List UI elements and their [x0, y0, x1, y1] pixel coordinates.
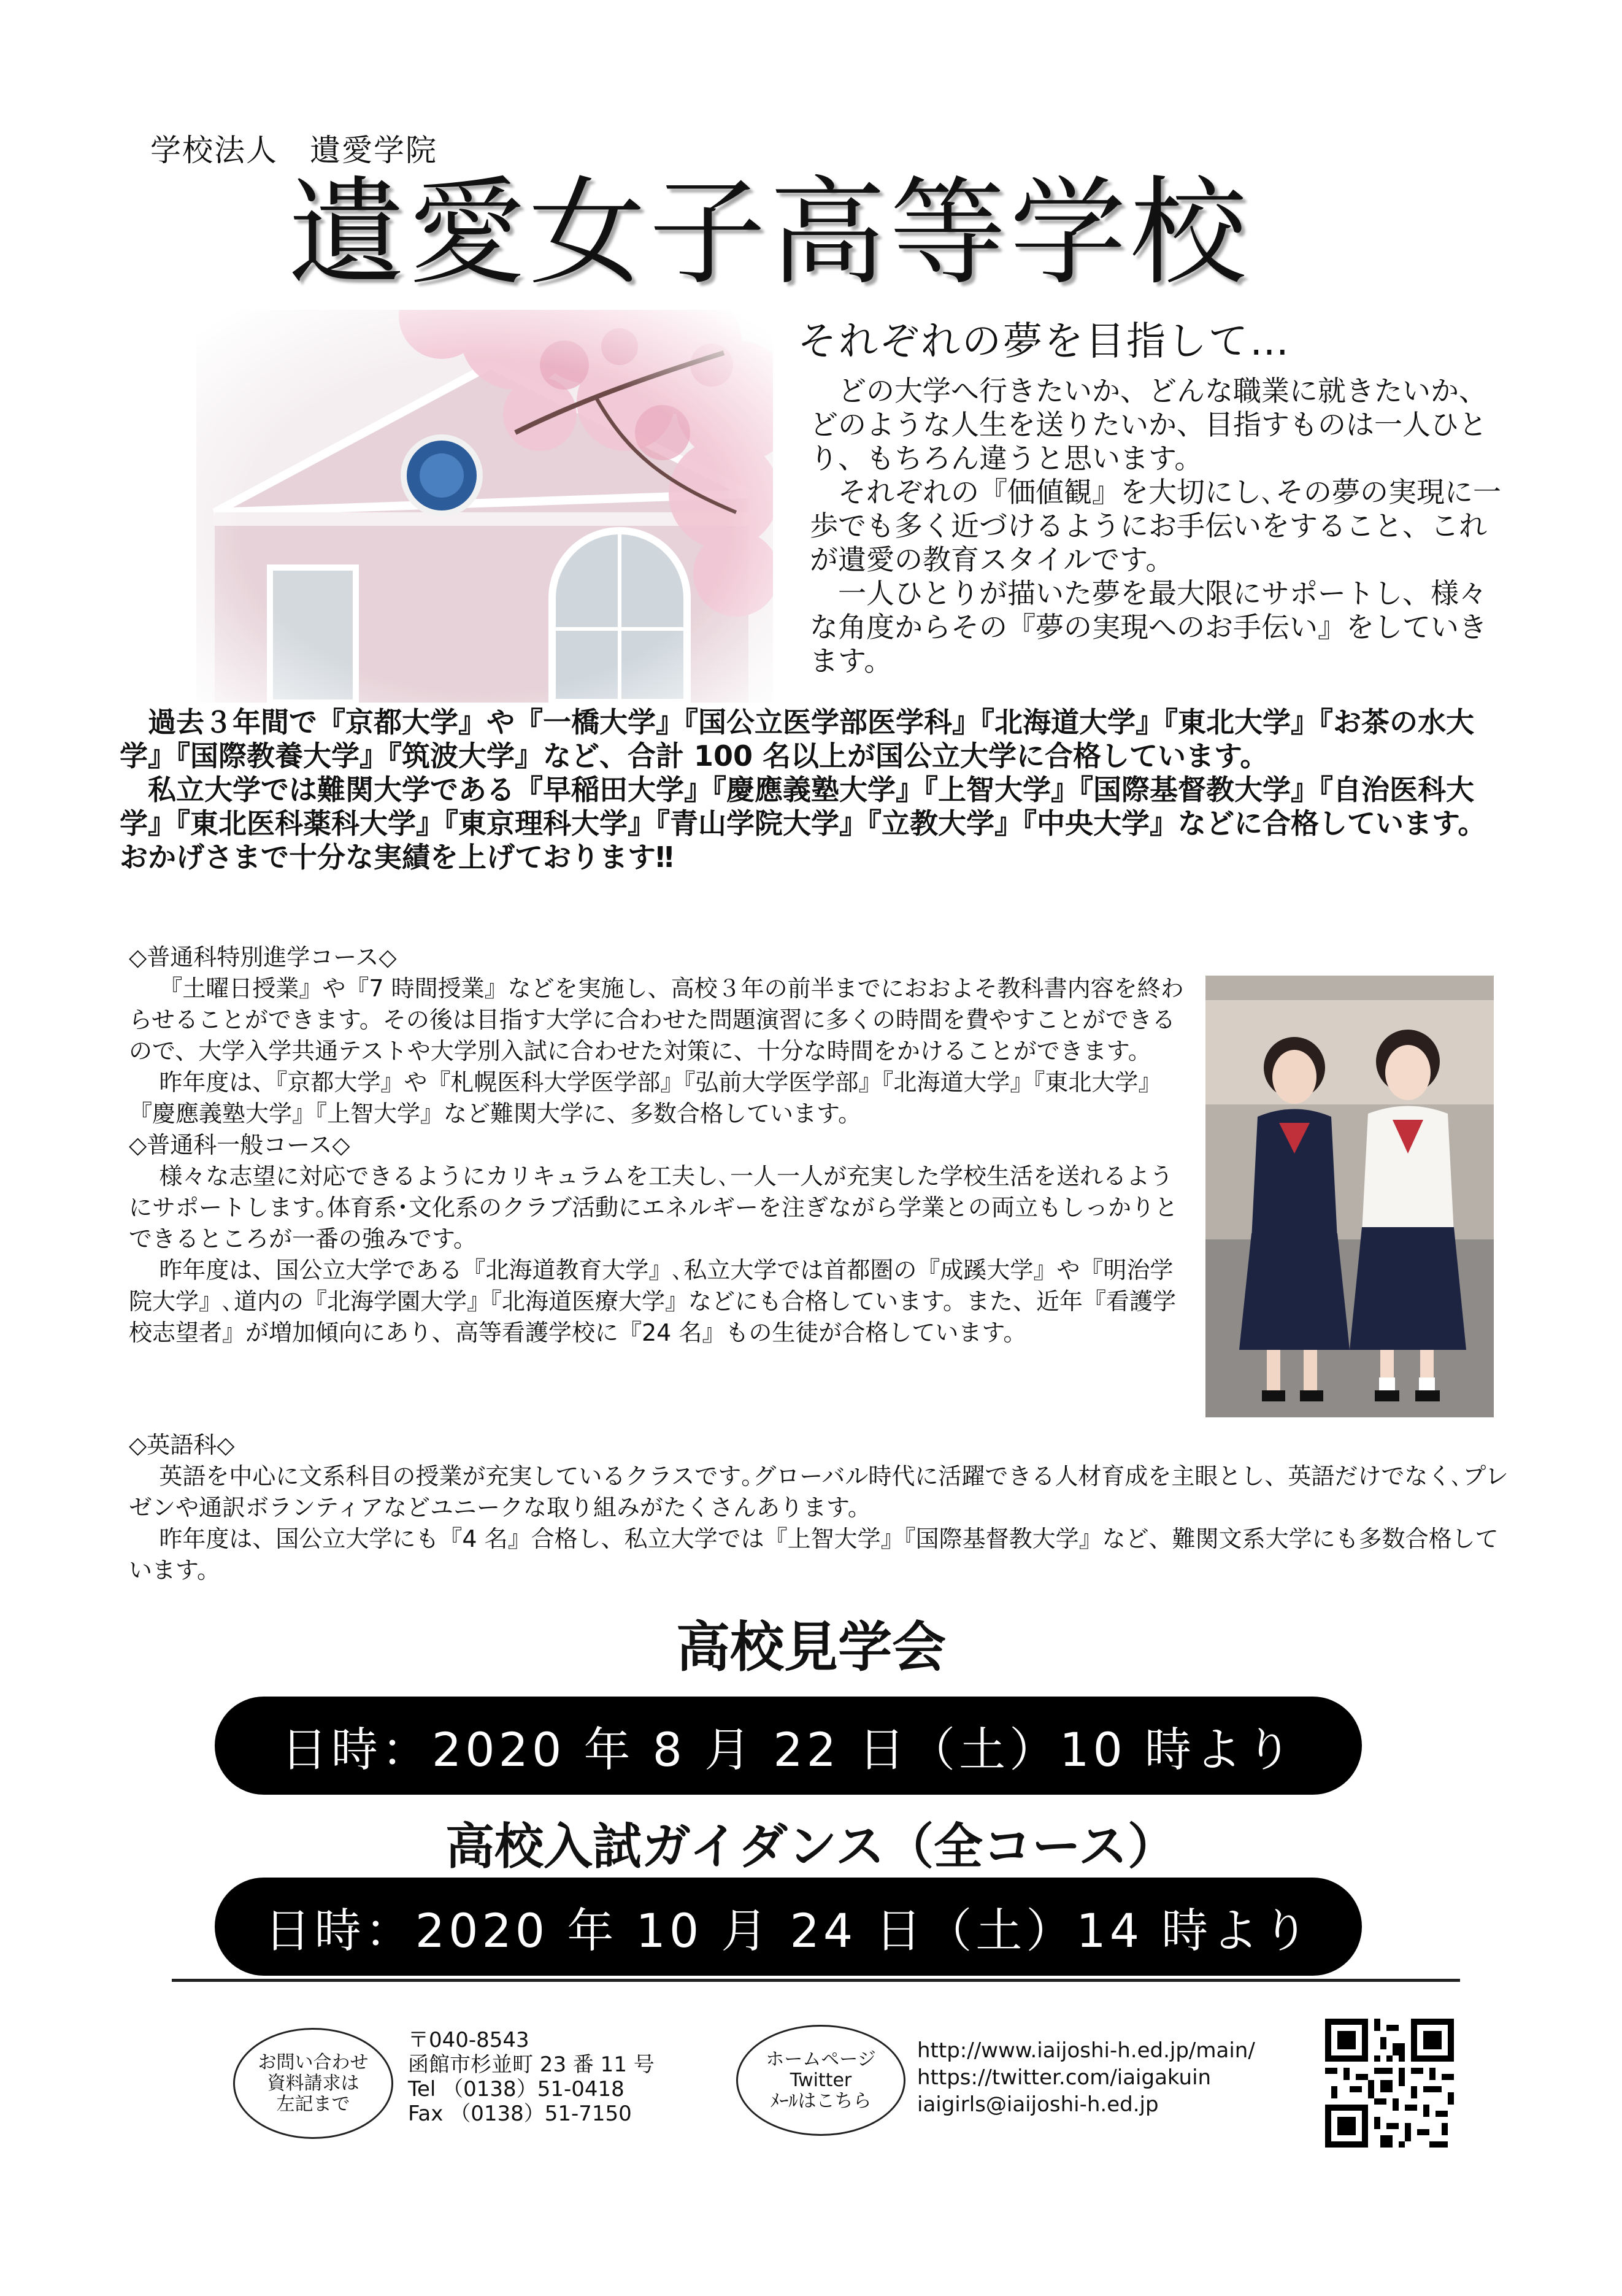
intro-paragraph: 一人ひとりが描いた夢を最大限にサポートし、様々な角度からその『夢の実現へのお手伝い』をしていきます。 — [810, 577, 1487, 677]
contact-oval-line: お問い合わせ — [258, 2051, 369, 2073]
web-oval — [736, 2025, 905, 2136]
course-heading-general: ◇普通科一般コース◇ — [129, 1131, 350, 1158]
open-school-date: 日時：2020 年 8 月 22 日（土）10 時より — [215, 1697, 1362, 1795]
students-photo — [1205, 976, 1494, 1417]
course-paragraph: 『土曜日授業』や『7 時間授業』などを実施し、高校３年の前半までにおおよそ教科書内容を終わらせることができます。その後は目指す大学に合わせた問題演習に多くの時間を費やすことができるので、大学入学共通テストや大学別入試に合わせた対策に、十分な時間をかけることができます。 — [129, 975, 1184, 1065]
web-oval-line: ﾒｰﾙはこちら — [770, 2090, 872, 2112]
postal-code: 〒040-8543 — [408, 2028, 529, 2052]
english-course — [129, 1430, 1509, 1586]
school-building-photo — [196, 310, 773, 703]
homepage-link[interactable]: http://www.iaijoshi-h.ed.jp/main/ — [917, 2038, 1255, 2063]
school-title: 遺愛女子高等学校 — [288, 165, 1251, 301]
contact-links — [917, 2037, 1255, 2118]
street-address: 函館市杉並町 23 番 11 号 — [408, 2052, 655, 2077]
qr-code-icon[interactable] — [1325, 2019, 1454, 2148]
course-paragraph: 様々な志望に対応できるようにカリキュラムを工夫し､一人一人が充実した学校生活を送れるようにサポートします｡体育系･文化系のクラブ活動にエネルギーを注ぎながら学業との両立もしっかりとできるところが一番の強みです。 — [129, 1163, 1178, 1252]
intro-paragraph: どの大学へ行きたいか、どんな職業に就きたいか、どのような人生を送りたいか、目指すものは一人ひとり、もちろん違うと思います。 — [810, 374, 1487, 475]
intro-text — [810, 374, 1503, 678]
fax-number: Fax （0138）51-7150 — [408, 2101, 632, 2126]
school-address — [408, 2028, 655, 2126]
tagline: それぞれの夢を目指して… — [798, 319, 1291, 364]
phone-number: Tel （0138）51-0418 — [408, 2077, 625, 2101]
contact-oval — [233, 2028, 393, 2139]
contact-oval-line: 左記まで — [276, 2093, 350, 2115]
course-heading-english: ◇英語科◇ — [129, 1431, 235, 1458]
course-paragraph: 英語を中心に文系科目の授業が充実しているクラスです｡グローバル時代に活躍できる人材育成を主眼とし、英語だけでなく､プレゼンや通訳ボランティアなどユニークな取り組みがたくさんあります。 — [129, 1463, 1509, 1521]
admission-results — [120, 706, 1512, 874]
contact-oval-line: 資料請求は — [267, 2072, 359, 2094]
web-oval-line: ホームページ — [766, 2048, 876, 2070]
school-corporation-label: 学校法人 遺愛学院 — [150, 133, 437, 168]
intro-paragraph: それぞれの『価値観』を大切にし､その夢の実現に一歩でも多く近づけるようにお手伝いをすること、これが遺愛の教育スタイルです。 — [810, 476, 1501, 576]
guidance-title: 高校入試ガイダンス（全コース） — [445, 1818, 1177, 1875]
course-paragraph: 昨年度は、国公立大学にも『4 名』合格し、私立大学では『上智大学』『国際基督教大学』など、難関文系大学にも多数合格しています。 — [129, 1525, 1499, 1584]
course-paragraph: 昨年度は、『京都大学』や『札幌医科大学医学部』『弘前大学医学部』『北海道大学』『東北大学』『慶應義塾大学』『上智大学』など難関大学に、多数合格しています。 — [129, 1069, 1162, 1127]
results-national: 過去３年間で『京都大学』や『一橋大学』『国公立医学部医学科』『北海道大学』『東北大学』『お茶の水大学』『国際教養大学』『筑波大学』など、合計 100 名以上が国公立大学に合格しています。 — [120, 706, 1474, 772]
web-oval-line: Twitter — [790, 2069, 852, 2091]
guidance-date: 日時：2020 年 10 月 24 日（土）14 時より — [215, 1878, 1362, 1976]
open-school-title: 高校見学会 — [675, 1616, 946, 1679]
footer-divider — [172, 1979, 1460, 1982]
results-private: 私立大学では難関大学である『早稲田大学』『慶應義塾大学』『上智大学』『国際基督教大学』『自治医科大学』『東北医科薬科大学』『東京理科大学』『青山学院大学』『立教大学』『中央大学』などに合格しています。おかげさまで十分な実績を上げております‼ — [120, 773, 1486, 874]
twitter-link[interactable]: https://twitter.com/iaigakuin — [917, 2065, 1212, 2090]
email-link[interactable]: iaigirls@iaijoshi-h.ed.jp — [917, 2092, 1159, 2117]
course-descriptions — [129, 942, 1184, 1349]
course-paragraph: 昨年度は、国公立大学である『北海道教育大学』､私立大学では首都圏の『成蹊大学』や『明治学院大学』､道内の『北海学園大学』『北海道医療大学』などにも合格しています。また、近年『看護学校志望者』が増加傾向にあり、高等看護学校に『24 名』もの生徒が合格しています。 — [129, 1257, 1176, 1346]
course-heading-special: ◇普通科特別進学コース◇ — [129, 944, 397, 971]
